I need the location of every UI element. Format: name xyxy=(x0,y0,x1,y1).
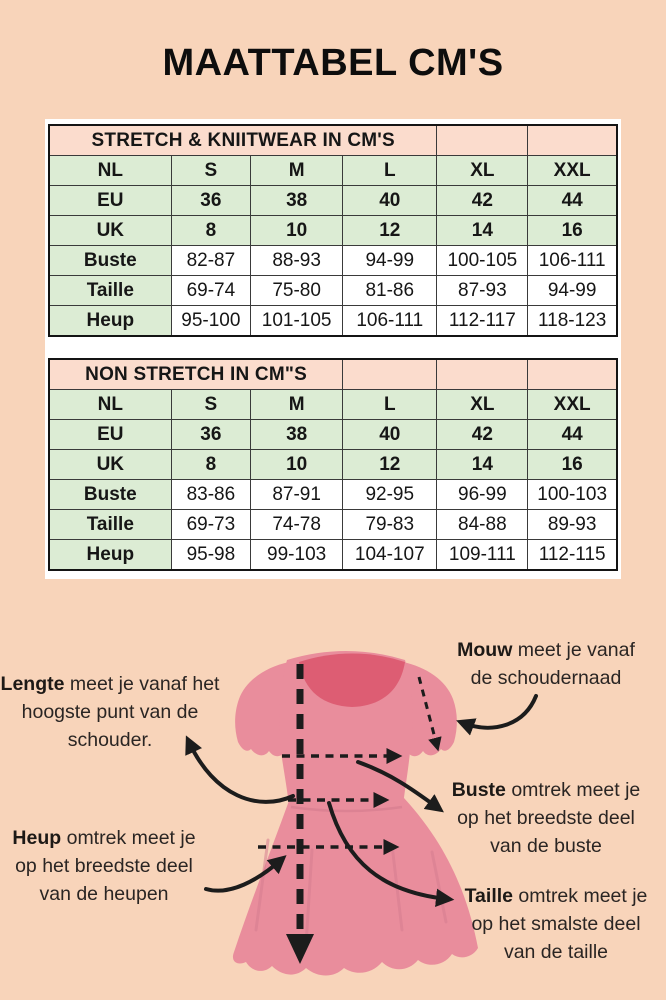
cell: 95-100 xyxy=(171,306,251,337)
cell: 44 xyxy=(528,186,617,216)
table-row xyxy=(49,306,617,337)
cell: 96-99 xyxy=(437,480,528,510)
cell: 109-111 xyxy=(437,540,528,571)
cell: 88-93 xyxy=(251,246,343,276)
stretch-table xyxy=(48,124,618,337)
cell: 74-78 xyxy=(251,510,343,540)
note-line: Buste omtrek meet je xyxy=(451,779,641,801)
note-line: van de taille xyxy=(503,941,609,963)
table-title: NON STRETCH IN CM"S xyxy=(49,359,343,390)
measurement-diagram xyxy=(0,600,666,1000)
note-taille xyxy=(465,882,648,966)
sleeve-pointer-arrow xyxy=(463,696,536,728)
table-row xyxy=(49,156,617,186)
note-heup xyxy=(12,824,195,908)
cell: XXL xyxy=(528,390,617,420)
note-line: Heup omtrek meet je xyxy=(12,827,196,849)
note-line: Taille omtrek meet je xyxy=(464,885,648,907)
cell: XXL xyxy=(528,156,617,186)
row-label: Taille xyxy=(49,510,171,540)
row-label: NL xyxy=(49,390,171,420)
cell: 92-95 xyxy=(343,480,437,510)
cell: 38 xyxy=(251,420,343,450)
empty-header-cell xyxy=(528,359,617,390)
table-row xyxy=(49,276,617,306)
dress xyxy=(233,651,478,976)
table-row xyxy=(49,246,617,276)
cell: 40 xyxy=(343,186,437,216)
cell: 118-123 xyxy=(528,306,617,337)
cell: 83-86 xyxy=(171,480,251,510)
cell: 10 xyxy=(251,450,343,480)
cell: 94-99 xyxy=(343,246,437,276)
empty-header-cell xyxy=(343,359,437,390)
tables-sheet xyxy=(45,119,621,579)
table-row xyxy=(49,216,617,246)
cell: 81-86 xyxy=(343,276,437,306)
note-line: op het breedste deel xyxy=(457,807,635,829)
cell: 40 xyxy=(343,420,437,450)
table-row xyxy=(49,510,617,540)
row-label: Buste xyxy=(49,246,171,276)
cell: 38 xyxy=(251,186,343,216)
table-row xyxy=(49,540,617,571)
non-stretch-table xyxy=(48,358,618,571)
cell: 84-88 xyxy=(437,510,528,540)
note-line: op het breedste deel xyxy=(15,855,193,877)
cell: 94-99 xyxy=(528,276,617,306)
row-label: Heup xyxy=(49,540,171,571)
cell: 14 xyxy=(437,450,528,480)
note-line: hoogste punt van de xyxy=(21,701,199,723)
note-line: van de heupen xyxy=(39,883,169,905)
note-line: Mouw meet je vanaf xyxy=(457,639,635,661)
cell: 36 xyxy=(171,420,251,450)
empty-header-cell xyxy=(437,125,528,156)
table-row xyxy=(49,390,617,420)
dress-skirt xyxy=(233,798,478,976)
page-title: MAATTABEL CM'S xyxy=(162,42,504,84)
table-row xyxy=(49,480,617,510)
cell: L xyxy=(343,156,437,186)
row-label: UK xyxy=(49,450,171,480)
cell: 79-83 xyxy=(343,510,437,540)
cell: S xyxy=(171,390,251,420)
row-label: Taille xyxy=(49,276,171,306)
cell: 106-111 xyxy=(343,306,437,337)
note-line: op het smalste deel xyxy=(471,913,641,935)
row-label: Heup xyxy=(49,306,171,337)
cell: 87-91 xyxy=(251,480,343,510)
row-label: EU xyxy=(49,186,171,216)
cell: 42 xyxy=(437,186,528,216)
note-line: van de buste xyxy=(490,835,602,857)
cell: 100-103 xyxy=(528,480,617,510)
cell: 75-80 xyxy=(251,276,343,306)
cell: 95-98 xyxy=(171,540,251,571)
cell: XL xyxy=(437,156,528,186)
cell: 69-73 xyxy=(171,510,251,540)
table-row xyxy=(49,186,617,216)
cell: 112-115 xyxy=(528,540,617,571)
cell: L xyxy=(343,390,437,420)
cell: 12 xyxy=(343,450,437,480)
cell: 8 xyxy=(171,216,251,246)
cell: M xyxy=(251,156,343,186)
note-buste xyxy=(452,776,641,860)
table-title-row xyxy=(49,359,617,390)
table-title-row xyxy=(49,125,617,156)
cell: 69-74 xyxy=(171,276,251,306)
note-line: schouder. xyxy=(67,729,153,751)
row-label: EU xyxy=(49,420,171,450)
cell: 12 xyxy=(343,216,437,246)
cell: 104-107 xyxy=(343,540,437,571)
row-label: UK xyxy=(49,216,171,246)
cell: 36 xyxy=(171,186,251,216)
cell: 87-93 xyxy=(437,276,528,306)
cell: 106-111 xyxy=(528,246,617,276)
empty-header-cell xyxy=(437,359,528,390)
cell: 42 xyxy=(437,420,528,450)
cell: XL xyxy=(437,390,528,420)
note-line: Lengte meet je vanaf het xyxy=(0,673,220,695)
cell: 82-87 xyxy=(171,246,251,276)
cell: 100-105 xyxy=(437,246,528,276)
cell: 14 xyxy=(437,216,528,246)
cell: 112-117 xyxy=(437,306,528,337)
cell: 8 xyxy=(171,450,251,480)
cell: S xyxy=(171,156,251,186)
table-title: STRETCH & KNIITWEAR IN CM'S xyxy=(49,125,437,156)
cell: 44 xyxy=(528,420,617,450)
tables-spacer xyxy=(48,337,618,358)
cell: 99-103 xyxy=(251,540,343,571)
cell: 101-105 xyxy=(251,306,343,337)
table-row xyxy=(49,450,617,480)
note-lengte xyxy=(1,670,220,754)
cell: M xyxy=(251,390,343,420)
row-label: Buste xyxy=(49,480,171,510)
cell: 10 xyxy=(251,216,343,246)
note-mouw xyxy=(457,636,635,692)
empty-header-cell xyxy=(528,125,617,156)
table-row xyxy=(49,420,617,450)
cell: 16 xyxy=(528,450,617,480)
note-line: de schoudernaad xyxy=(470,667,622,689)
cell: 16 xyxy=(528,216,617,246)
row-label: NL xyxy=(49,156,171,186)
cell: 89-93 xyxy=(528,510,617,540)
